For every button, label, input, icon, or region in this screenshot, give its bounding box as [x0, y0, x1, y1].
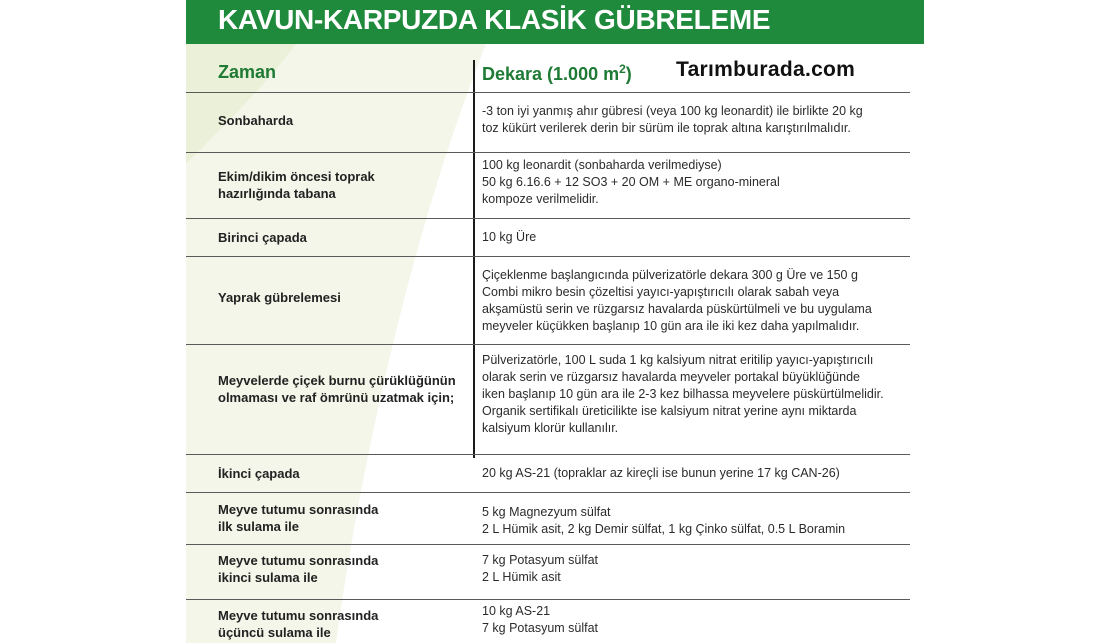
value-line: -3 ton iyi yanmış ahır gübresi (veya 100 kg leonardit) ile birlikte 20 kg — [482, 104, 863, 118]
label-line: üçüncü sulama ile — [218, 625, 331, 640]
label-line: İkinci çapada — [218, 466, 300, 481]
value-line: 7 kg Potasyum sülfat — [482, 553, 599, 567]
row-dose-value — [482, 465, 902, 482]
label-line: Meyve tutumu sonrasında — [218, 608, 379, 623]
label-line: Meyve tutumu sonrasında — [218, 553, 379, 568]
row-time-label — [218, 112, 448, 129]
value-line: kalsiyum klorür kullanılır. — [482, 421, 619, 435]
table-row — [186, 599, 924, 643]
value-line: 7 kg Potasyum sülfat — [482, 621, 599, 635]
row-dose-value — [482, 267, 902, 335]
dose-header-suffix: ) — [625, 64, 632, 84]
value-line: 2 L Hümik asit, 2 kg Demir sülfat, 1 kg Çinko sülfat, 0.5 L Boramin — [482, 522, 846, 536]
column-header-dose — [482, 62, 632, 85]
row-separator — [186, 92, 910, 93]
label-line: Yaprak gübrelemesi — [218, 290, 341, 305]
label-line: Ekim/dikim öncesi toprak — [218, 169, 375, 184]
row-separator — [186, 454, 910, 455]
value-line: kompoze verilmelidir. — [482, 192, 599, 206]
value-line: Organik sertifikalı üreticilikte ise kalsiyum nitrat yerine aynı miktarda — [482, 404, 857, 418]
value-line: toz kükürt verilerek derin bir sürüm ile toprak altına karıştırılmalıdır. — [482, 121, 851, 135]
table-row — [186, 492, 924, 544]
table-row — [186, 454, 924, 492]
row-dose-value — [482, 504, 902, 538]
label-line: Meyve tutumu sonrasında — [218, 502, 379, 517]
value-line: Combi mikro besin çözeltisi yayıcı-yapıştırıcılı olarak sabah veya — [482, 285, 840, 299]
row-separator — [186, 492, 910, 493]
table-row — [186, 92, 924, 152]
row-dose-value — [482, 103, 902, 137]
fertilization-table-sheet — [186, 0, 924, 643]
column-header-time: Zaman — [218, 62, 277, 82]
value-line: meyveler küçükken başlanıp 10 gün ara ile iki kez daha yapılmalıdır. — [482, 319, 860, 333]
dose-header-superscript: 2 — [619, 62, 626, 76]
row-dose-value — [482, 352, 902, 437]
row-dose-value — [482, 603, 902, 637]
row-time-label — [218, 552, 448, 586]
row-dose-value — [482, 552, 902, 586]
table-row — [186, 544, 924, 599]
row-separator — [186, 152, 910, 153]
table-row — [186, 152, 924, 218]
row-time-label — [218, 372, 456, 406]
value-line: Çiçeklenme başlangıcında pülverizatörle dekara 300 g Üre ve 150 g — [482, 268, 858, 282]
label-line: ikinci sulama ile — [218, 570, 318, 585]
value-line: 100 kg leonardit (sonbaharda verilmediyse) — [482, 158, 722, 172]
row-time-label — [218, 607, 448, 641]
label-line: Sonbaharda — [218, 113, 294, 128]
row-time-label — [218, 289, 448, 306]
value-line: Pülverizatörle, 100 L suda 1 kg kalsiyum nitrat eritilip yayıcı-yapıştırıcılı — [482, 353, 874, 367]
row-time-label — [218, 168, 448, 202]
watermark-site: Tarımburada.com — [676, 58, 856, 81]
table-row — [186, 218, 924, 256]
row-time-label — [218, 501, 448, 535]
table-row — [186, 344, 924, 454]
page-title: KAVUN-KARPUZDA KLASİK GÜBRELEME — [218, 4, 771, 35]
label-line: Meyvelerde çiçek burnu çürüklüğünün — [218, 373, 456, 388]
value-line: 5 kg Magnezyum sülfat — [482, 505, 611, 519]
label-line: ilk sulama ile — [218, 519, 299, 534]
row-time-label — [218, 229, 448, 246]
row-dose-value — [482, 229, 902, 246]
row-separator — [186, 544, 910, 545]
label-line: Birinci çapada — [218, 230, 307, 245]
row-time-label — [218, 465, 448, 482]
dose-header-prefix: Dekara (1.000 m — [482, 64, 620, 84]
row-separator — [186, 256, 910, 257]
table-row — [186, 256, 924, 344]
value-line: 10 kg AS-21 — [482, 604, 551, 618]
value-line: 2 L Hümik asit — [482, 570, 561, 584]
row-separator — [186, 344, 910, 345]
value-line: 10 kg Üre — [482, 230, 537, 244]
value-line: olarak serin ve rüzgarsız havalarda meyveler portakal büyüklüğünde — [482, 370, 860, 384]
label-line: olmaması ve raf ömrünü uzatmak için; — [218, 390, 455, 405]
value-line: iken başlanıp 10 gün ara ile 2-3 kez bilhassa meyvelere püskürtülmelidir. — [482, 387, 884, 401]
row-dose-value — [482, 157, 902, 208]
row-separator — [186, 218, 910, 219]
value-line: 20 kg AS-21 (topraklar az kireçli ise bunun yerine 17 kg CAN-26) — [482, 466, 840, 480]
row-separator — [186, 599, 910, 600]
value-line: akşamüstü serin ve rüzgarsız havalarda püskürtülmeli ve bu uygulama — [482, 302, 872, 316]
value-line: 50 kg 6.16.6 + 12 SO3 + 20 OM + ME organo-mineral — [482, 175, 780, 189]
label-line: hazırlığında tabana — [218, 186, 336, 201]
